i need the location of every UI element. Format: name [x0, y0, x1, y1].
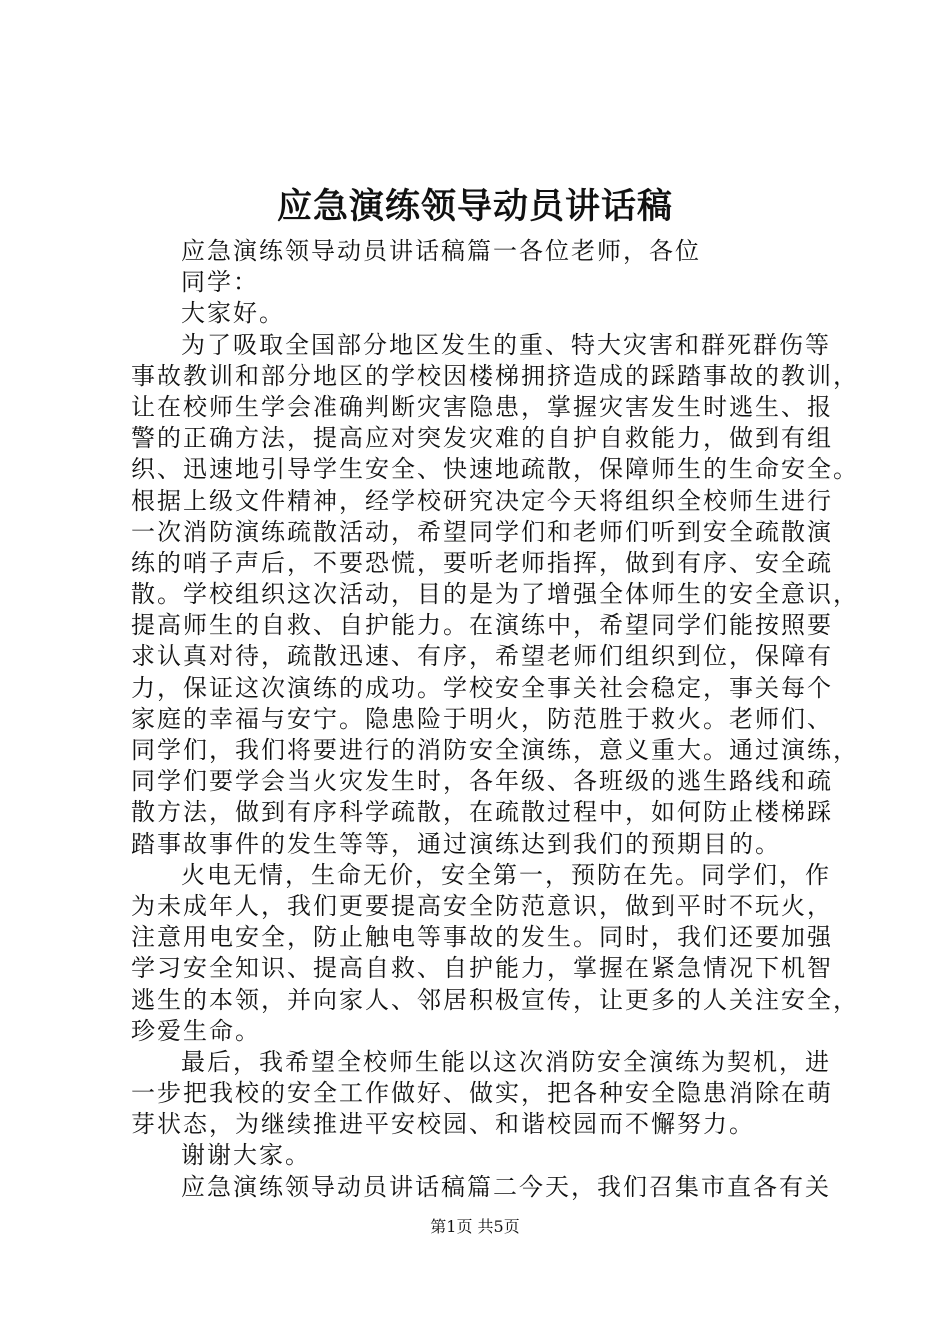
text-line: 大家好。	[181, 299, 285, 328]
text-line: 为了吸取全国部分地区发生的重、特大灾害和群死群伤等	[181, 330, 831, 359]
text-line: 谢谢大家。	[181, 1141, 311, 1170]
text-line: 警的正确方法，提高应对突发灾难的自护自救能力，做到有组	[131, 424, 833, 453]
text-line: 一步把我校的安全工作做好、做实，把各种安全隐患消除在萌	[131, 1079, 833, 1108]
text-line: 求认真对待，疏散迅速、有序，希望老师们组织到位，保障有	[131, 642, 833, 671]
text-line: 根据上级文件精神，经学校研究决定今天将组织全校师生进行	[131, 486, 833, 515]
text-line: 同学们要学会当火灾发生时，各年级、各班级的逃生路线和疏	[131, 767, 833, 796]
text-line: 应急演练领导动员讲话稿篇二今天，我们召集市直各有关	[181, 1172, 831, 1201]
text-line: 家庭的幸福与安宁。隐患险于明火，防范胜于救火。老师们、	[131, 704, 833, 733]
document-body	[131, 236, 859, 1203]
text-line: 踏事故事件的发生等等，通过演练达到我们的预期目的。	[131, 829, 781, 858]
page-footer: 第1页 共5页	[430, 1217, 520, 1236]
text-line: 练的哨子声后，不要恐慌，要听老师指挥，做到有序、安全疏	[131, 548, 833, 577]
text-line: 最后，我希望全校师生能以这次消防安全演练为契机，进	[181, 1047, 831, 1076]
text-line: 同学们，我们将要进行的消防安全演练，意义重大。通过演练，	[131, 736, 859, 764]
text-line: 火电无情，生命无价，安全第一，预防在先。同学们，作	[181, 860, 831, 889]
text-line: 逃生的本领，并向家人、邻居积极宣传，让更多的人关注安全，	[131, 985, 859, 1014]
document-title: 应急演练领导动员讲话稿	[276, 186, 673, 227]
text-line: 芽状态，为继续推进平安校园、和谐校园而不懈努力。	[131, 1110, 755, 1139]
text-line: 让在校师生学会准确判断灾害隐患，掌握灾害发生时逃生、报	[131, 392, 833, 421]
text-line: 织、迅速地引导学生安全、快速地疏散，保障师生的生命安全。	[131, 455, 859, 484]
text-line: 提高师生的自救、自护能力。在演练中，希望同学们能按照要	[131, 611, 833, 640]
text-line: 散方法，做到有序科学疏散，在疏散过程中，如何防止楼梯踩	[131, 798, 833, 827]
text-line: 为未成年人，我们更要提高安全防范意识，做到平时不玩火，	[131, 891, 833, 920]
text-line: 注意用电安全，防止触电等事故的发生。同时，我们还要加强	[131, 923, 833, 952]
text-line: 应急演练领导动员讲话稿篇一各位老师，各位	[181, 237, 701, 265]
text-line: 事故教训和部分地区的学校因楼梯拥挤造成的踩踏事故的教训，	[131, 361, 859, 390]
text-line: 散。学校组织这次活动，目的是为了增强全体师生的安全意识，	[131, 580, 859, 609]
text-line: 力，保证这次演练的成功。学校安全事关社会稳定，事关每个	[131, 673, 833, 702]
text-line: 珍爱生命。	[131, 1016, 261, 1045]
text-line: 一次消防演练疏散活动，希望同学们和老师们听到安全疏散演	[131, 517, 833, 546]
text-line: 学习安全知识、提高自救、自护能力，掌握在紧急情况下机智	[131, 954, 833, 983]
text-line: 同学：	[181, 268, 259, 297]
